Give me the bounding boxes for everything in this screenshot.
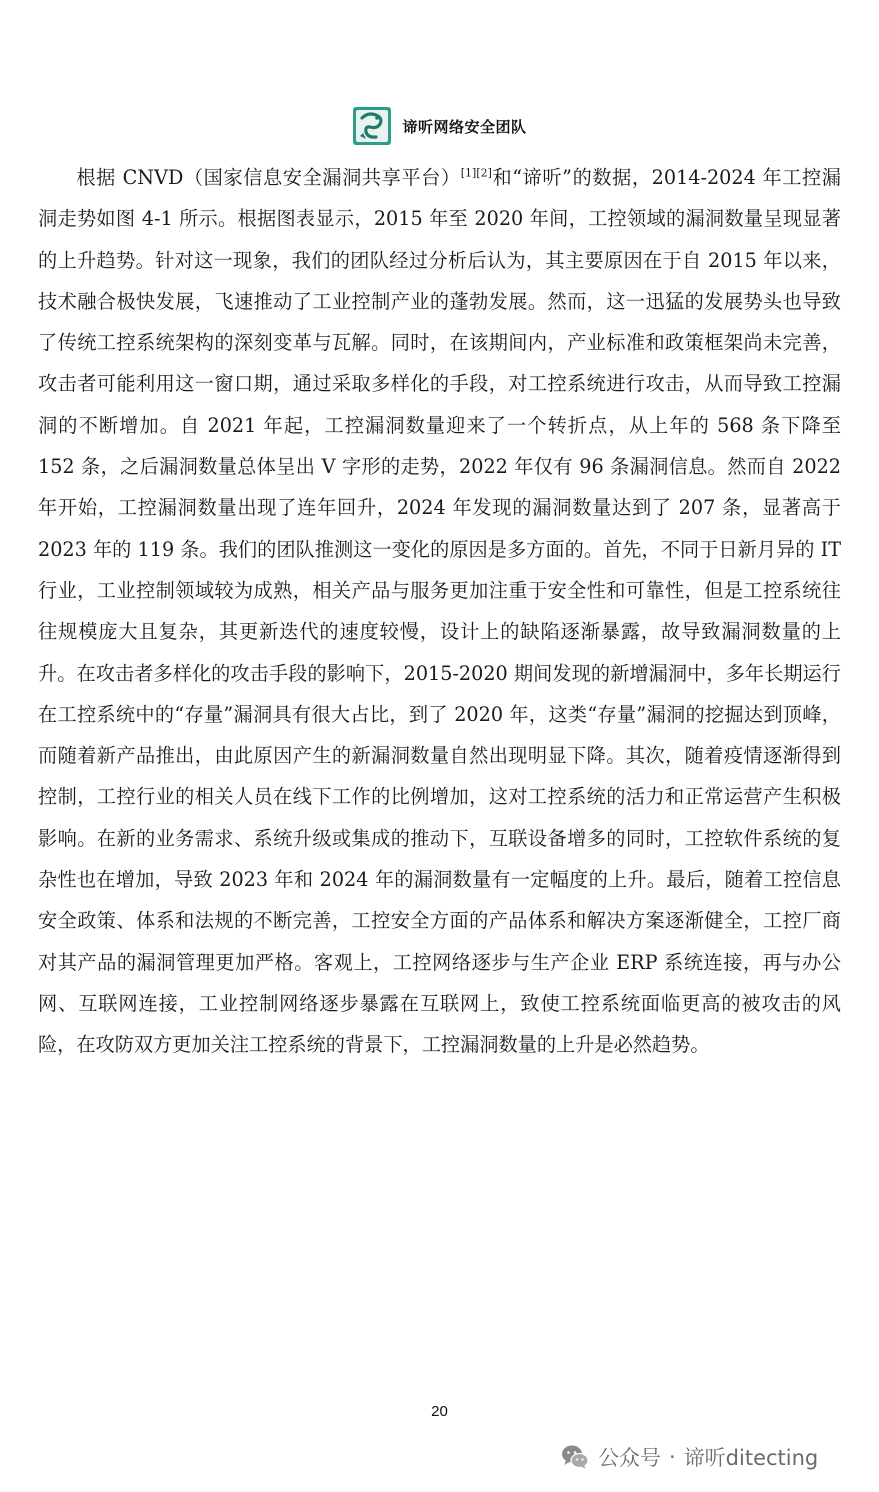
dragon-logo-icon bbox=[352, 106, 392, 146]
watermark-account: 谛听ditecting bbox=[683, 1446, 819, 1470]
wechat-icon bbox=[560, 1442, 590, 1472]
watermark-separator: · bbox=[669, 1445, 676, 1469]
citation-ref-1[interactable]: [1] bbox=[460, 166, 477, 180]
wechat-watermark bbox=[560, 1441, 818, 1473]
body-text-part-2: 和“谛听”的数据，2014-2024 年工控漏洞走势如图 4-1 所示。根据图表显示，2015 年至 2020 年间，工控领域的漏洞数量呈现显著的上升趋势。针对这一现象，我们的团队经过分析后认为，其主要原因在于自 2015 年以来，技术融合极快发展，飞速推动了工业控制产业的蓬勃发展。然而，这一迅猛的发展势头也导致了传统工控系统架构的深刻变革与瓦解。同时，在该期间内，产业标准和政策框架尚未完善，攻击者可能利用这一窗口期，通过采取多样化的手段，对工控系统进行攻击，从而导致工控漏洞的不断增加。自 2021 年起，工控漏洞数量迎来了一个转折点，从上年的 568 条下降至 152 条，之后漏洞数量总体呈出 V 字形的走势，2022 年仅有 96 条漏洞信息。然而自 2022 年开始，工控漏洞数量出现了连年回升，2024 年发现的漏洞数量达到了 207 条，显著高于 2023 年的 119 条。我们的团队推测这一变化的原因是多方面的。首先，不同于日新月异的 IT 行业，工业控制领域较为成熟，相关产品与服务更加注重于安全性和可靠性，但是工控系统往往规模庞大且复杂，其更新迭代的速度较慢，设计上的缺陷逐渐暴露，故导致漏洞数量的上升。在攻击者多样化的攻击手段的影响下，2015-2020 期间发现的新增漏洞中，多年长期运行在工控系统中的“存量”漏洞具有很大占比，到了 2020 年，这类“存量”漏洞的挖掘达到顶峰，而随着新产品推出，由此原因产生的新漏洞数量自然出现明显下降。其次，随着疫情逐渐得到控制，工控行业的相关人员在线下工作的比例增加，这对工控系统的活力和正常运营产生积极影响。在新的业务需求、系统升级或集成的推动下，互联设备增多的同时，工控软件系统的复杂性也在增加，导致 2023 年和 2024 年的漏洞数量有一定幅度的上升。最后，随着工控信息安全政策、体系和法规的不断完善，工控安全方面的产品体系和解决方案逐渐健全，工控厂商对其产品的漏洞管理更加严格。客观上，工控网络逐步与生产企业 ERP 系统连接，再与办公网、互联网连接，工业控制网络逐步暴露在互联网上，致使工控系统面临更高的被攻击的风险，在攻防双方更加关注工控系统的背景下，工控漏洞数量的上升是必然趋势。 bbox=[38, 166, 841, 1057]
page-number: 20 bbox=[431, 1403, 448, 1420]
page-header bbox=[0, 104, 879, 148]
body-paragraph bbox=[38, 157, 841, 1066]
team-name: 谛听网络安全团队 bbox=[402, 117, 527, 136]
citation-ref-2[interactable]: [2] bbox=[476, 166, 492, 180]
watermark-label: 公众号 bbox=[598, 1446, 661, 1470]
body-text-part-1: 根据 CNVD（国家信息安全漏洞共享平台） bbox=[76, 166, 461, 189]
